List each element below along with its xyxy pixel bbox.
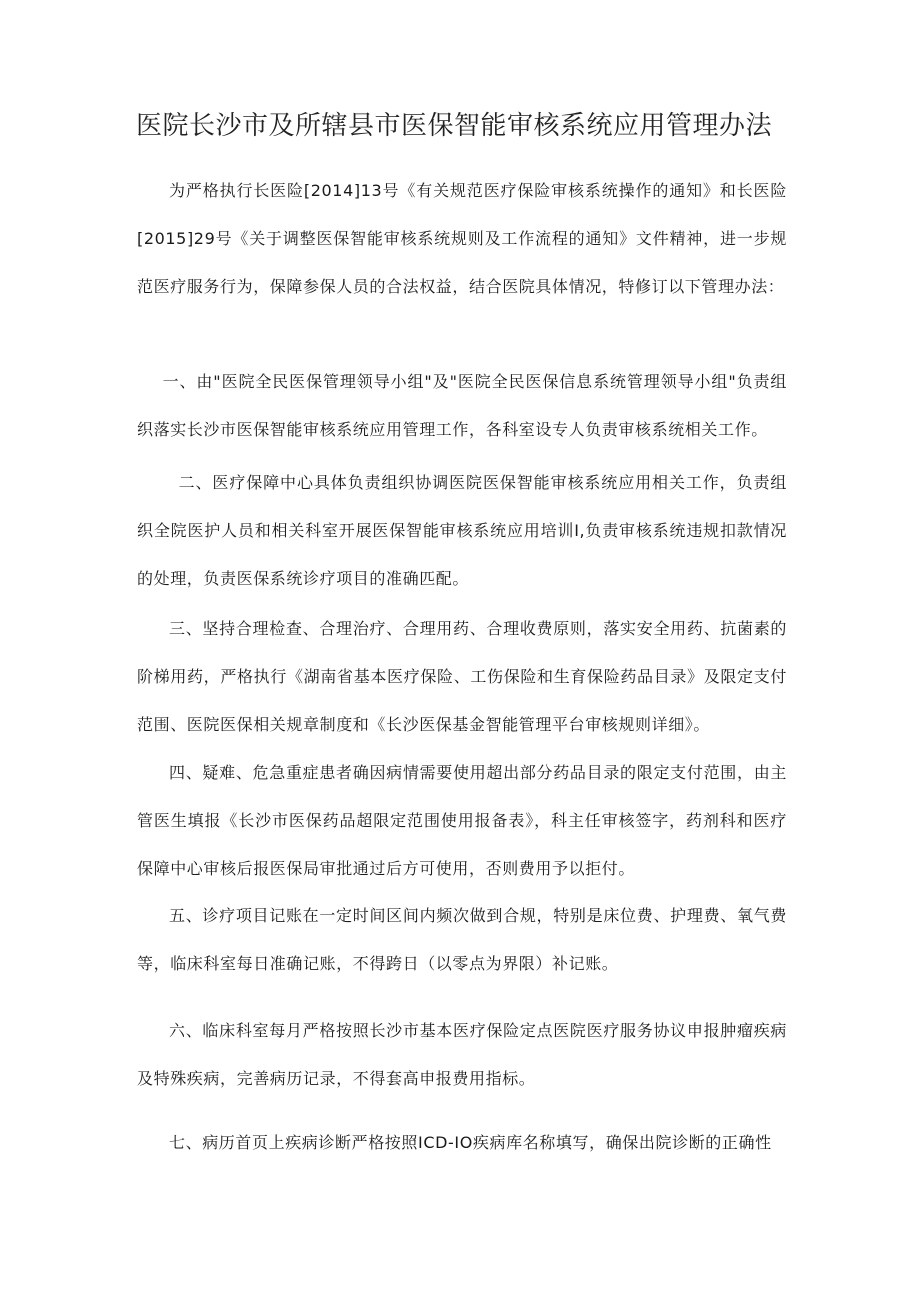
intro-paragraph: 为严格执行长医险[2014]13号《有关规范医疗保险审核系统操作的通知》和长医险[2015]29号《关于调整医保智能审核系统规则及工作流程的通知》文件精神，进一步规范医疗服务行为，保障参保人员的合法权益，结合医院具体情况，特修订以下管理办法： [137, 181, 787, 296]
article-6-paragraph: 六、临床科室每月严格按照长沙市基本医疗保险定点医院医疗服务协议申报肿瘤疾病及特殊疾病，完善病历记录，不得套高申报费用指标。 [137, 1021, 787, 1088]
article-2-paragraph: 二、医疗保障中心具体负责组织协调医院医保智能审核系统应用相关工作，负责组织全院医护人员和相关科室开展医保智能审核系统应用培训I,负责审核系统违规扣款情况的处理，负责医保系统诊疗项目的准确匹配。 [137, 473, 787, 588]
article-7-paragraph: 七、病历首页上疾病诊断严格按照ICD-IO疾病库名称填写，确保出院诊断的正确性 [169, 1133, 772, 1152]
article-4-paragraph: 四、疑难、危急重症患者确因病情需要使用超出部分药品目录的限定支付范围，由主管医生填报《长沙市医保药品超限定范围使用报备表》，科主任审核签字，药剂科和医疗保障中心审核后报医保局审批通过后方可使用，否则费用予以拒付。 [137, 763, 787, 878]
article-1-paragraph: 一、由"医院全民医保管理领导小组"及"医院全民医保信息系统管理领导小组"负责组织落实长沙市医保智能审核系统应用管理工作，各科室设专人负责审核系统相关工作。 [137, 372, 787, 439]
article-3-paragraph: 三、坚持合理检查、合理治疗、合理用药、合理收费原则，落实安全用药、抗菌素的阶梯用药，严格执行《湖南省基本医疗保险、工伤保险和生育保险药品目录》及限定支付范围、医院医保相关规章制度和《长沙医保基金智能管理平台审核规则详细》。 [137, 619, 787, 734]
article-5-paragraph: 五、诊疗项目记账在一定时间区间内频次做到合规，特别是床位费、护理费、氧气费等，临床科室每日准确记账，不得跨日（以零点为界限）补记账。 [137, 906, 787, 973]
document-title: 医院长沙市及所辖县市医保智能审核系统应用管理办法 [136, 111, 773, 141]
